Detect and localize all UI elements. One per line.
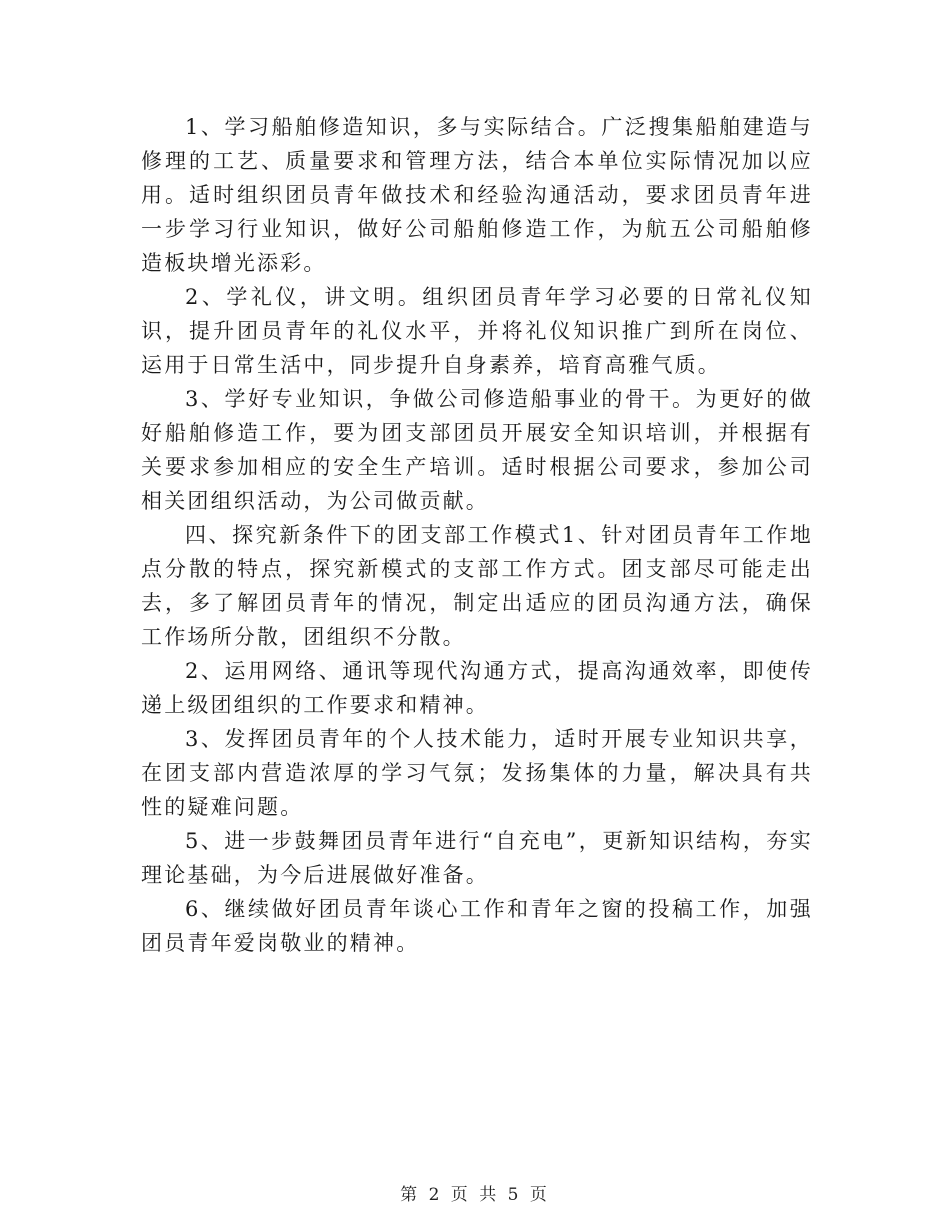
paragraph-2: 2、学礼仪，讲文明。组织团员青年学习必要的日常礼仪知识，提升团员青年的礼仪水平，并将礼仪知识推广到所在岗位、运用于日常生活中，同步提升自身素养，培育高雅气质。 [141,285,813,377]
paragraph-8: 6、继续做好团员青年谈心工作和青年之窗的投稿工作，加强团员青年爱岗敬业的精神。 [141,897,813,955]
document-body [141,110,813,960]
page-footer: 第 2 页 共 5 页 [400,1185,550,1205]
paragraph-5: 2、运用网络、通讯等现代沟通方式，提高沟通效率，即使传递上级团组织的工作要求和精神。 [141,659,813,717]
paragraph-4: 四、探究新条件下的团支部工作模式1、针对团员青年工作地点分散的特点，探究新模式的支部工作方式。团支部尽可能走出去，多了解团员青年的情况，制定出适应的团员沟通方法，确保工作场所分散，团组织不分散。 [141,523,813,649]
paragraph-3: 3、学好专业知识，争做公司修造船事业的骨干。为更好的做好船舶修造工作，要为团支部团员开展安全知识培训，并根据有关要求参加相应的安全生产培训。适时根据公司要求，参加公司相关团组织活动，为公司做贡献。 [141,387,813,513]
paragraph-6: 3、发挥团员青年的个人技术能力，适时开展专业知识共享，在团支部内营造浓厚的学习气氛；发扬集体的力量，解决具有共性的疑难问题。 [141,727,813,819]
paragraph-7: 5、进一步鼓舞团员青年进行“自充电”，更新知识结构，夯实理论基础，为今后进展做好准备。 [141,829,813,887]
paragraph-1: 1、学习船舶修造知识，多与实际结合。广泛搜集船舶建造与修理的工艺、质量要求和管理方法，结合本单位实际情况加以应用。适时组织团员青年做技术和经验沟通活动，要求团员青年进一步学习行业知识，做好公司船舶修造工作，为航五公司船舶修造板块增光添彩。 [141,115,813,275]
